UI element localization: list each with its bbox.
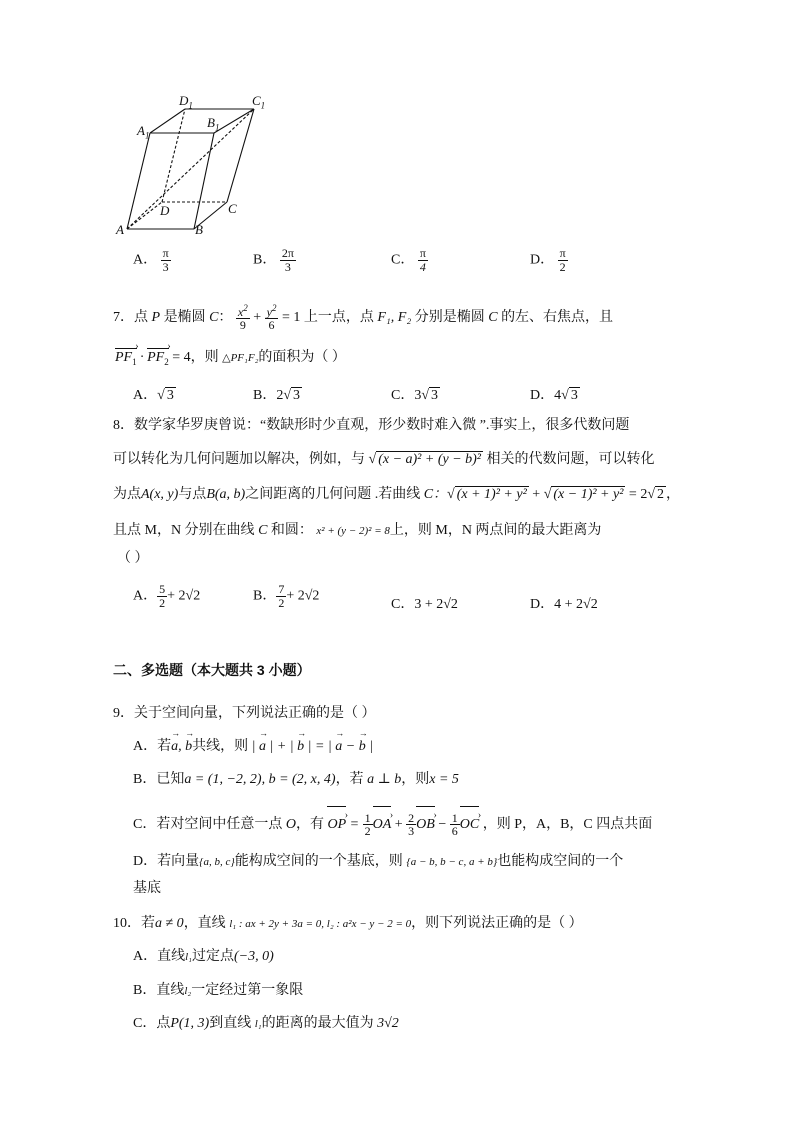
q10-option-b[interactable]: B．直线l₂一定经过第一象限: [133, 983, 304, 998]
q8-option-d[interactable]: D．4 + 2√2: [530, 597, 598, 612]
q9-option-d-cont: 基底: [133, 881, 161, 896]
label-B: B: [195, 222, 203, 237]
q7-option-c[interactable]: C．3√ 3: [391, 388, 439, 403]
q8-option-a[interactable]: A． $\frac{5}{2}$ + 2√2: [133, 582, 201, 610]
label-A: A: [116, 222, 124, 237]
q7-option-b[interactable]: B．2√ 3: [253, 388, 301, 403]
option-letter: A．: [133, 252, 158, 268]
q9-option-a[interactable]: A．若→ a, → b共线，则 | → a | + | → b | = | → a − → b |: [133, 735, 373, 755]
label-D1: $D_1$: [179, 93, 193, 111]
q9-option-b[interactable]: B．已知a = (1, −2, 2), b = (2, x, 4)，若 a ⊥ b，则x = 5: [133, 772, 459, 787]
q7-option-d[interactable]: D．4√ 3: [530, 388, 578, 403]
q8-line2: 可以转化为几何问题加以解决，例如，与 √ (x − a)² + (y − b)² 相关的代数问题，可以转化: [113, 452, 655, 467]
label-D: D: [160, 203, 170, 218]
q8-line4: 且点 M，N 分别在曲线 C 和圆： x² + (y − 2)² = 8上，则 M，N 两点间的最大距离为: [113, 523, 602, 538]
q10-option-a[interactable]: A．直线l₁过定点(−3, 0): [133, 949, 274, 964]
q8-line3: 为点A(x, y)与点B(a, b)之间距离的几何问题 .若曲线 C：√ (x + 1)² + y² + √ (x − 1)² + y² = 2√ 2 ，: [113, 487, 681, 502]
q7-stem-line2: $PF_1$ › · $PF_2$ › = 4，则 △PF₁F₂的面积为（ ）: [115, 346, 346, 367]
option-letter: B．: [253, 252, 277, 268]
q7-option-a[interactable]: A．√ 3: [133, 388, 174, 403]
option-letter: D．: [530, 252, 555, 268]
q7-stem-line1: 7．点 P 是椭圆 C： $\frac{x^2}{9}$ + $\frac{y^2}{6}$ = 1 上一点，点 F₁, F₂ 分别是椭圆 C 的左、右焦点，且: [113, 302, 614, 333]
q9-option-c[interactable]: C．若对空间中任意一点 O，有 OP › = $\frac{1}{2}$ OA › + $\frac{2}{3}$ OB › − $\frac{1}{6}$ OC › ，则 P，A，B，C 四点共面: [133, 808, 652, 842]
q8-line5: （ ）: [117, 551, 149, 566]
label-B1: $B_1$: [207, 115, 220, 133]
q8-line1: 8．数学家华罗庚曾说：“数缺形时少直观，形少数时难入微 ”.事实上，很多代数问题: [113, 418, 630, 433]
q8-option-b[interactable]: B． $\frac{7}{2}$ + 2√2: [253, 582, 320, 610]
q6-option-d[interactable]: D． $\frac{\pi}{2}$: [530, 246, 566, 274]
label-C: C: [228, 201, 237, 216]
q8-option-c[interactable]: C．3 + 2√2: [391, 597, 458, 612]
q6-option-a[interactable]: A． $\frac{\pi}{3}$: [133, 246, 169, 274]
q10-option-c[interactable]: C．点P(1, 3)到直线 l₁的距离的最大值为 3√2: [133, 1016, 399, 1031]
section-heading: 二、多选题（本大题共 3 小题）: [113, 662, 311, 678]
q6-option-b[interactable]: B． $\frac{2\pi}{3}$: [253, 246, 294, 274]
option-letter: C．: [391, 252, 415, 268]
q9-option-d[interactable]: D．若向量{a, b, c}能构成空间的一个基底，则 {a − b, b − c, a + b}也能构成空间的一个: [133, 854, 624, 869]
q10-stem: 10．若a ≠ 0，直线 l₁ : ax + 2y + 3a = 0, l₂ : a²x − y − 2 = 0，则下列说法正确的是（ ）: [113, 916, 583, 931]
label-A1: $A_1$: [137, 123, 150, 141]
q9-stem: 9．关于空间向量，下列说法正确的是（ ）: [113, 706, 376, 721]
q6-option-c[interactable]: C． $\frac{\pi}{4}$: [391, 246, 426, 274]
label-C1: $C_1$: [252, 93, 266, 111]
